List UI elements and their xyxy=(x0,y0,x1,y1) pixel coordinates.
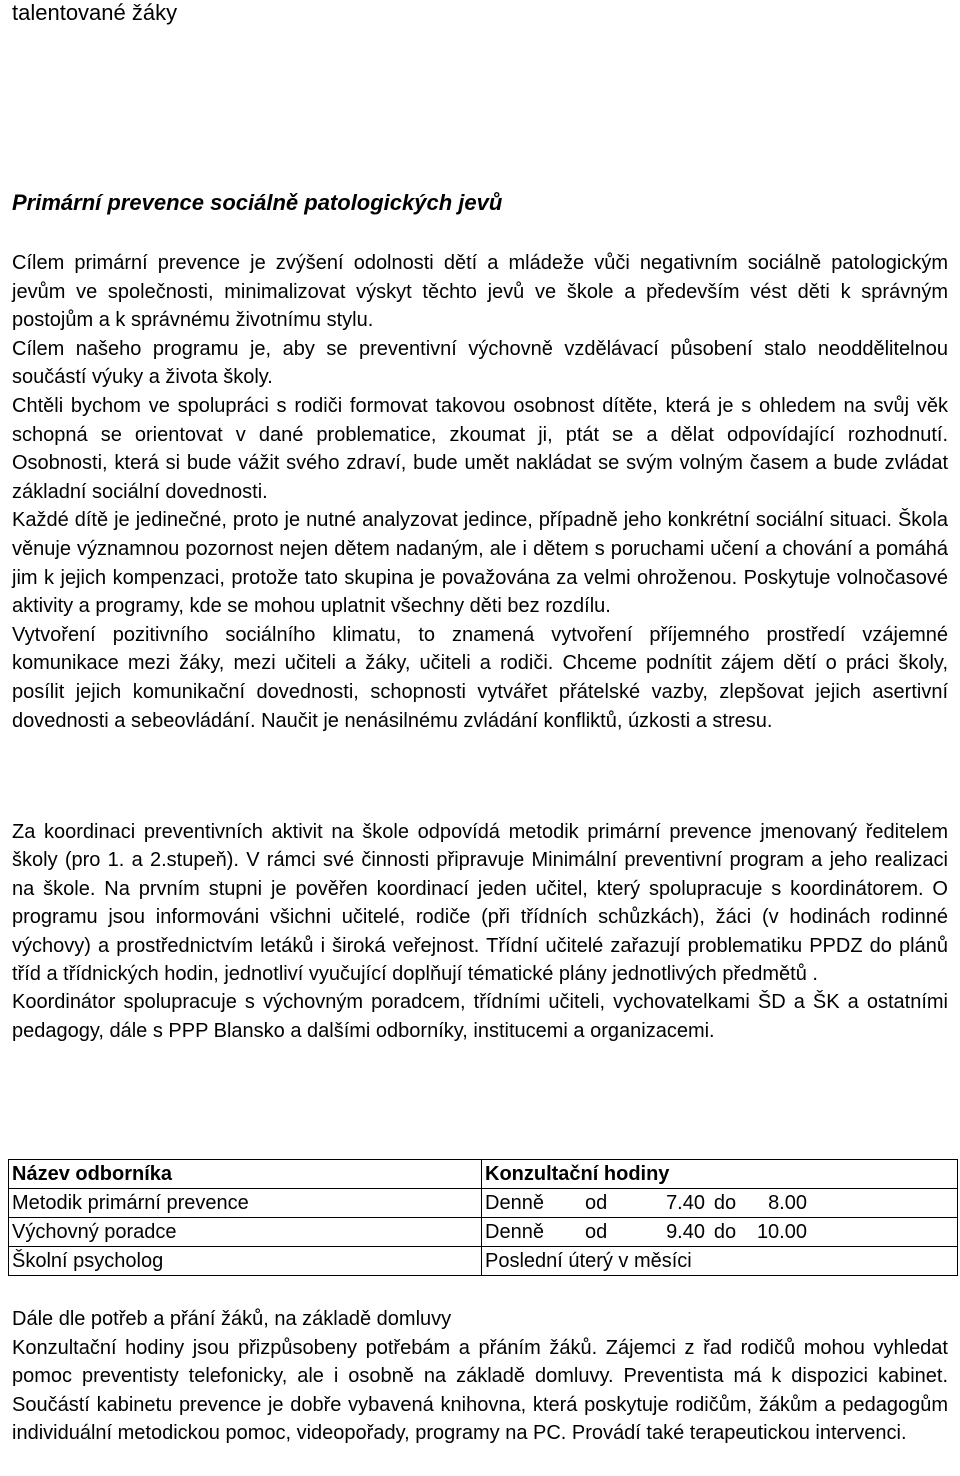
hours-day: Denně xyxy=(485,1220,544,1243)
hours-day: Denně xyxy=(485,1191,544,1214)
section-heading: Primární prevence sociálně patologických jevů xyxy=(12,190,503,215)
paragraph: Cílem primární prevence je zvýšení odolnosti dětí a mládeže vůči negativním sociálně patologickým jevům ve společnosti, minimalizovat výskyt těchto jevů ve škole a především vést děti k správným postojům a k správnému životnímu stylu. xyxy=(12,252,948,332)
consultation-hours xyxy=(482,1218,958,1247)
paragraph: Dále dle potřeb a přání žáků, na základě domluvy xyxy=(12,1308,452,1330)
consultation-hours-table xyxy=(8,1159,958,1276)
paragraph: Za koordinaci preventivních aktivit na škole odpovídá metodik primární prevence jmenovaný ředitelem školy (pro 1. a 2.stupeň). V rámci své činnosti připravuje Minimální preventivní program a jeho realizaci na škole. Na prvním stupni je pověřen koordinací jeden učitel, který spolupracuje s koordinátorem. O programu jsou informováni všichni učitelé, rodiče (při třídních schůzkách), žáci (v hodinách rodinné výchovy) a prostřednictvím letáků i široká veřejnost. Třídní učitelé zařazují problematiku PPDZ do plánů tříd a třídnických hodin, jednotliví vyučující doplňují tématické plány jednotlivých předmětů . xyxy=(12,821,948,986)
paragraph: Koordinátor spolupracuje s výchovným poradcem, třídními učiteli, vychovatelkami ŠD a ŠK a ostatními pedagogy, dále s PPP Blansko a dalšími odborníky, institucemi a organizacemi. xyxy=(12,991,948,1042)
paragraph: Chtěli bychom ve spolupráci s rodiči formovat takovou osobnost dítěte, která je s ohledem na svůj věk schopná se orientovat v dané problematice, zkoumat ji, ptát se a dělat odpovídající rozhodnutí. Osobnosti, která si bude vážit svého zdraví, bude umět nakládat se svým volným časem a bude zvládat základní sociální dovednosti. xyxy=(12,394,948,503)
hours-start: 9.40 xyxy=(666,1220,705,1243)
header-fragment: talentované žáky xyxy=(12,0,178,25)
hours-to: do xyxy=(713,1191,737,1214)
table-row xyxy=(9,1247,958,1276)
specialist-name: Školní psycholog xyxy=(9,1247,482,1276)
hours-from: od xyxy=(585,1191,608,1214)
table-row xyxy=(9,1218,958,1247)
specialist-name: Metodik primární prevence xyxy=(9,1189,482,1218)
paragraph: Každé dítě je jedinečné, proto je nutné analyzovat jedince, případně jeho konkrétní sociální situaci. Škola věnuje významnou pozornost nejen dětem nadaným, ale i dětem s poruchami učení a chování a pomáhá jim k jejich kompenzaci, protože tato skupina je považována za velmi ohroženou. Poskytuje volnočasové aktivity a programy, kde se mohou uplatnit všechny děti bez rozdílu. xyxy=(12,509,948,618)
hours-to: do xyxy=(713,1220,737,1243)
hours-value xyxy=(485,1219,807,1246)
hours-end: 8.00 xyxy=(768,1191,807,1214)
column-header-hours: Konzultační hodiny xyxy=(482,1160,958,1189)
table-row xyxy=(9,1189,958,1218)
column-header-specialist: Název odborníka xyxy=(9,1160,482,1189)
consultation-notes-text xyxy=(12,1305,948,1448)
specialist-name: Výchovný poradce xyxy=(9,1218,482,1247)
paragraph: Vytvoření pozitivního sociálního klimatu, to znamená vytvoření příjemného prostředí vzájemné komunikace mezi žáky, mezi učiteli a žáky, učiteli a rodiči. Chceme podnítit zájem dětí o práci školy, posílit jejich komunikační dovednosti, schopnosti vytvářet přátelské vazby, zlepšovat jejich asertivní dovednosti a sebeovládání. Naučit je nenásilnému zvládání konfliktů, úzkosti a stresu. xyxy=(12,623,948,732)
table-header-row xyxy=(9,1160,958,1189)
hours-start: 7.40 xyxy=(666,1191,705,1214)
coordination-text xyxy=(12,818,948,1045)
hours-end: 10.00 xyxy=(756,1220,807,1243)
prevention-goals-text xyxy=(12,249,948,735)
consultation-hours: Poslední úterý v měsíci xyxy=(482,1247,958,1276)
hours-value xyxy=(485,1190,807,1217)
paragraph: Konzultační hodiny jsou přizpůsobeny potřebám a přáním žáků. Zájemci z řad rodičů mohou vyhledat pomoc preventisty telefonicky, ale i osobně na základě domluvy. Preventista má k dispozici kabinet. Součástí kabinetu prevence je dobře vybavená knihovna, která poskytuje rodičům, žákům a pedagogům individuální metodickou pomoc, videopořady, programy na PC. Provádí také terapeutickou intervenci. xyxy=(12,1336,948,1445)
paragraph: Cílem našeho programu je, aby se preventivní výchovně vzdělávací působení stalo neoddělitelnou součástí výuky a života školy. xyxy=(12,337,948,389)
consultation-hours xyxy=(482,1189,958,1218)
hours-from: od xyxy=(585,1220,608,1243)
